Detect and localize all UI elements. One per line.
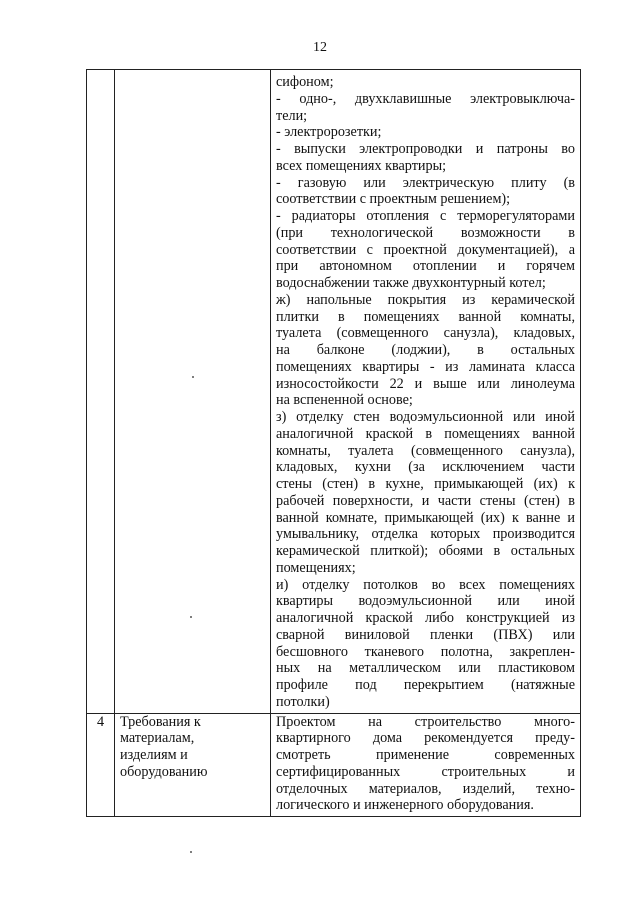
row-text-cell bbox=[271, 713, 581, 817]
row-text-line: при автономном отоплении и горячем bbox=[276, 258, 575, 275]
row-text-line: (при технологической возможности в bbox=[276, 224, 575, 241]
row-text-line: квартиры водоэмульсионной или иной bbox=[276, 593, 575, 610]
row-text-line: рабочей поверхности, и части стены (стен) в bbox=[276, 492, 575, 509]
row-text-line: ванной комнате, примыкающей (их) к ванне и bbox=[276, 509, 575, 526]
row-text-line: тели; bbox=[276, 107, 308, 124]
row-text-line: - радиаторы отопления с терморегуляторами bbox=[276, 208, 575, 224]
row-text-line: ж) напольные покрытия из керамической bbox=[276, 291, 575, 308]
row-text-line: плитки в помещениях ванной комнаты, bbox=[276, 308, 575, 325]
row-label-line: Требования к bbox=[120, 713, 201, 730]
row-text-line: сертифицированных строительных и bbox=[276, 763, 575, 780]
row-text-line: - газовую или электрическую плиту (в bbox=[276, 174, 575, 191]
row-text-line: Проектом на строительство много- bbox=[276, 713, 575, 730]
row-text-line: на вспененной основе; bbox=[276, 392, 413, 409]
row-text-line: кладовых, кухни (за исключением части bbox=[276, 459, 575, 476]
row-number-cell bbox=[87, 70, 115, 714]
row-text-line: сифоном; bbox=[276, 74, 334, 90]
row-text-line: умывальнику, отделка которых производится bbox=[276, 526, 575, 543]
row-text-line: всех помещениях квартиры; bbox=[276, 157, 447, 174]
row-text-line: и) отделку потолков во всех помещениях bbox=[276, 576, 575, 593]
row-text-line: аналогичной краской в помещениях ванной bbox=[276, 425, 575, 442]
row-text-line: отделочных материалов, изделий, техно- bbox=[276, 780, 575, 797]
scan-speck bbox=[190, 851, 192, 853]
row-text-line: - одно-, двухклавишные электровыключа- bbox=[276, 90, 575, 107]
row-label-line: материалам, bbox=[120, 730, 195, 747]
row-text-line: износостойкости 22 и выше или линолеума bbox=[276, 375, 575, 392]
requirements-table bbox=[86, 69, 581, 817]
row-text-line: соответствии с проектным решением); bbox=[276, 191, 511, 208]
row-text-line: комнаты, туалета (совмещенного санузла), bbox=[276, 442, 575, 459]
row-text-line: з) отделку стен водоэмульсионной или иной bbox=[276, 409, 575, 425]
table-row bbox=[87, 713, 581, 817]
row-label-cell bbox=[115, 70, 271, 714]
row-label-line: изделиям и bbox=[120, 747, 188, 763]
row-text-line: стены (стен) в кухне, примыкающей (их) к bbox=[276, 476, 575, 492]
row-text-line: бесшовного тканевого полотна, закреплен- bbox=[276, 643, 575, 660]
row-text-line: помещениях; bbox=[276, 559, 356, 576]
row-text-line: профиле под перекрытием (натяжные bbox=[276, 677, 575, 693]
row-text-line: потолки) bbox=[276, 693, 330, 710]
row-text-line: керамической плиткой); обоями в остальных bbox=[276, 543, 575, 559]
row-text-line: квартирного дома рекомендуется преду- bbox=[276, 730, 575, 747]
page-number: 12 bbox=[313, 40, 327, 55]
scan-speck bbox=[192, 376, 194, 378]
row-label-line: оборудованию bbox=[120, 763, 208, 780]
row-text-line: соответствии с проектной документацией), а bbox=[276, 241, 575, 258]
scan-speck bbox=[190, 616, 192, 618]
row-text-line: на балконе (лоджии), в остальных bbox=[276, 342, 575, 358]
table-row bbox=[87, 70, 581, 714]
row-text-line: туалета (совмещенного санузла), кладовых, bbox=[276, 325, 575, 342]
row-label-cell bbox=[115, 713, 271, 817]
row-text-line: - выпуски электропроводки и патроны во bbox=[276, 141, 575, 157]
row-text-line: помещениях квартиры - из ламината класса bbox=[276, 358, 575, 375]
row-text-line: смотреть применение современных bbox=[276, 747, 575, 763]
row-number-cell: 4 bbox=[87, 713, 115, 817]
row-text-line: логического и инженерного оборудования. bbox=[276, 797, 534, 814]
row-text-line: водоснабжении также двухконтурный котел; bbox=[276, 275, 546, 291]
row-text-line: - электророзетки; bbox=[276, 124, 382, 141]
row-text-line: сварной виниловой пленки (ПВХ) или bbox=[276, 626, 575, 643]
row-text-cell bbox=[271, 70, 581, 714]
row-text-line: аналогичной краской либо конструкцией из bbox=[276, 610, 575, 626]
row-text-line: ных на металлическом или пластиковом bbox=[276, 660, 575, 677]
